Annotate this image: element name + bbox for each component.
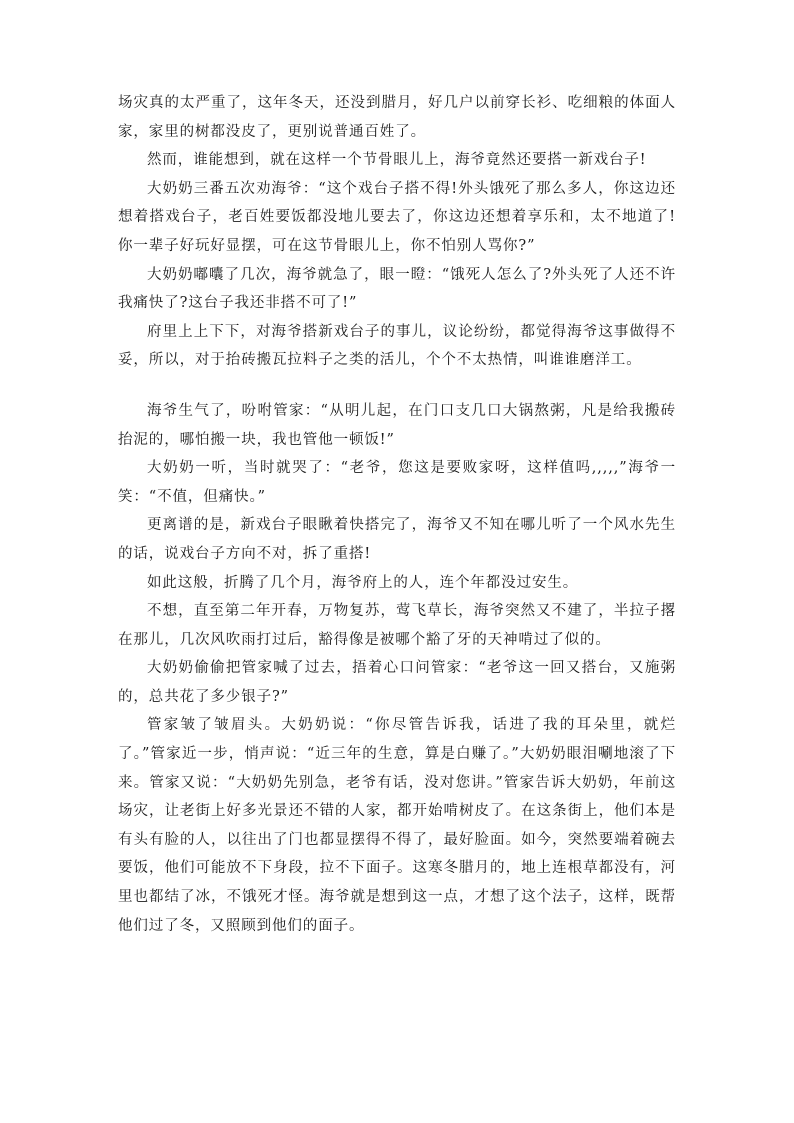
paragraph-2: 然而，谁能想到，就在这样一个节骨眼儿上，海爷竟然还要搭一新戏台子! bbox=[147, 152, 647, 169]
paragraph-1: 场灾真的太严重了，这年冬天，还没到腊月，好几户以前穿长衫、吃细粮的体面人家，家里的树都没皮了，更别说普通百姓了。 bbox=[118, 95, 676, 140]
paragraph-4: 大奶奶嘟囔了几次，海爷就急了，眼一瞪：“饿死人怎么了?外头死了人还不许我痛快了?这台子我还非搭不可了!” bbox=[118, 266, 676, 312]
paragraph-11: 大奶奶偷偷把管家喊了过去，捂着心口问管家：“老爷这一回又搭台，又施粥的，总共花了多少银子?” bbox=[118, 660, 676, 705]
paragraph-8: 更离谱的是，新戏台子眼瞅着快搭完了，海爷又不知在哪儿听了一个风水先生的话，说戏台子方向不对，拆了重搭! bbox=[118, 517, 676, 562]
paragraph-6: 海爷生气了，吩咐管家：“从明儿起，在门口支几口大锅熬粥，凡是给我搬砖抬泥的，哪怕搬一块，我也管他一顿饭!” bbox=[118, 402, 676, 448]
story-body bbox=[118, 89, 676, 940]
paragraph-10: 不想，直至第二年开春，万物复苏，莺飞草长，海爷突然又不建了，半拉子撂在那儿，几次风吹雨打过后，豁得像是被哪个豁了牙的天神啃过了似的。 bbox=[118, 603, 676, 648]
paragraph-3: 大奶奶三番五次劝海爷：“这个戏台子搭不得!外头饿死了那么多人，你这边还想着搭戏台子，老百姓要饭都没地儿要去了，你这边还想着享乐和，太不地道了!你一辈子好玩好显摆，可在这节骨眼儿上，你不怕别人骂你?” bbox=[118, 180, 676, 254]
paragraph-5: 府里上上下下，对海爷搭新戏台子的事儿，议论纷纷，都觉得海爷这事做得不妥，所以，对于抬砖搬瓦拉料子之类的活儿，个个不太热情，叫谁谁磨洋工。 bbox=[118, 323, 676, 369]
paragraph-12: 管家皱了皱眉头。大奶奶说：“你尽管告诉我，话进了我的耳朵里，就烂了。”管家近一步，悄声说：“近三年的生意，算是白赚了。”大奶奶眼泪唰地滚了下来。管家又说：“大奶奶先别急，老爷有话，没对您讲。”管家告诉大奶奶，年前这场灾，让老街上好多光景还不错的人家，都开始啃树皮了。在这条街上，他们本是有头有脸的人，以往出了门也都显摆得不得了，最好脸面。如今，突然要端着碗去要饭，他们可能放不下身段，拉不下面子。这寒冬腊月的，地上连根草都没有，河里也都结了冰，不饿死才怪。海爷就是想到这一点，才想了这个法子，这样，既帮他们过了冬，又照顾到他们的面子。 bbox=[118, 717, 676, 934]
paragraph-7: 大奶奶一听，当时就哭了：“老爷，您这是要败家呀，这样值吗,,,,,”海爷一笑：“不值，但痛快。” bbox=[118, 460, 676, 505]
paragraph-9: 如此这般，折腾了几个月，海爷府上的人，连个年都没过安生。 bbox=[147, 574, 579, 591]
